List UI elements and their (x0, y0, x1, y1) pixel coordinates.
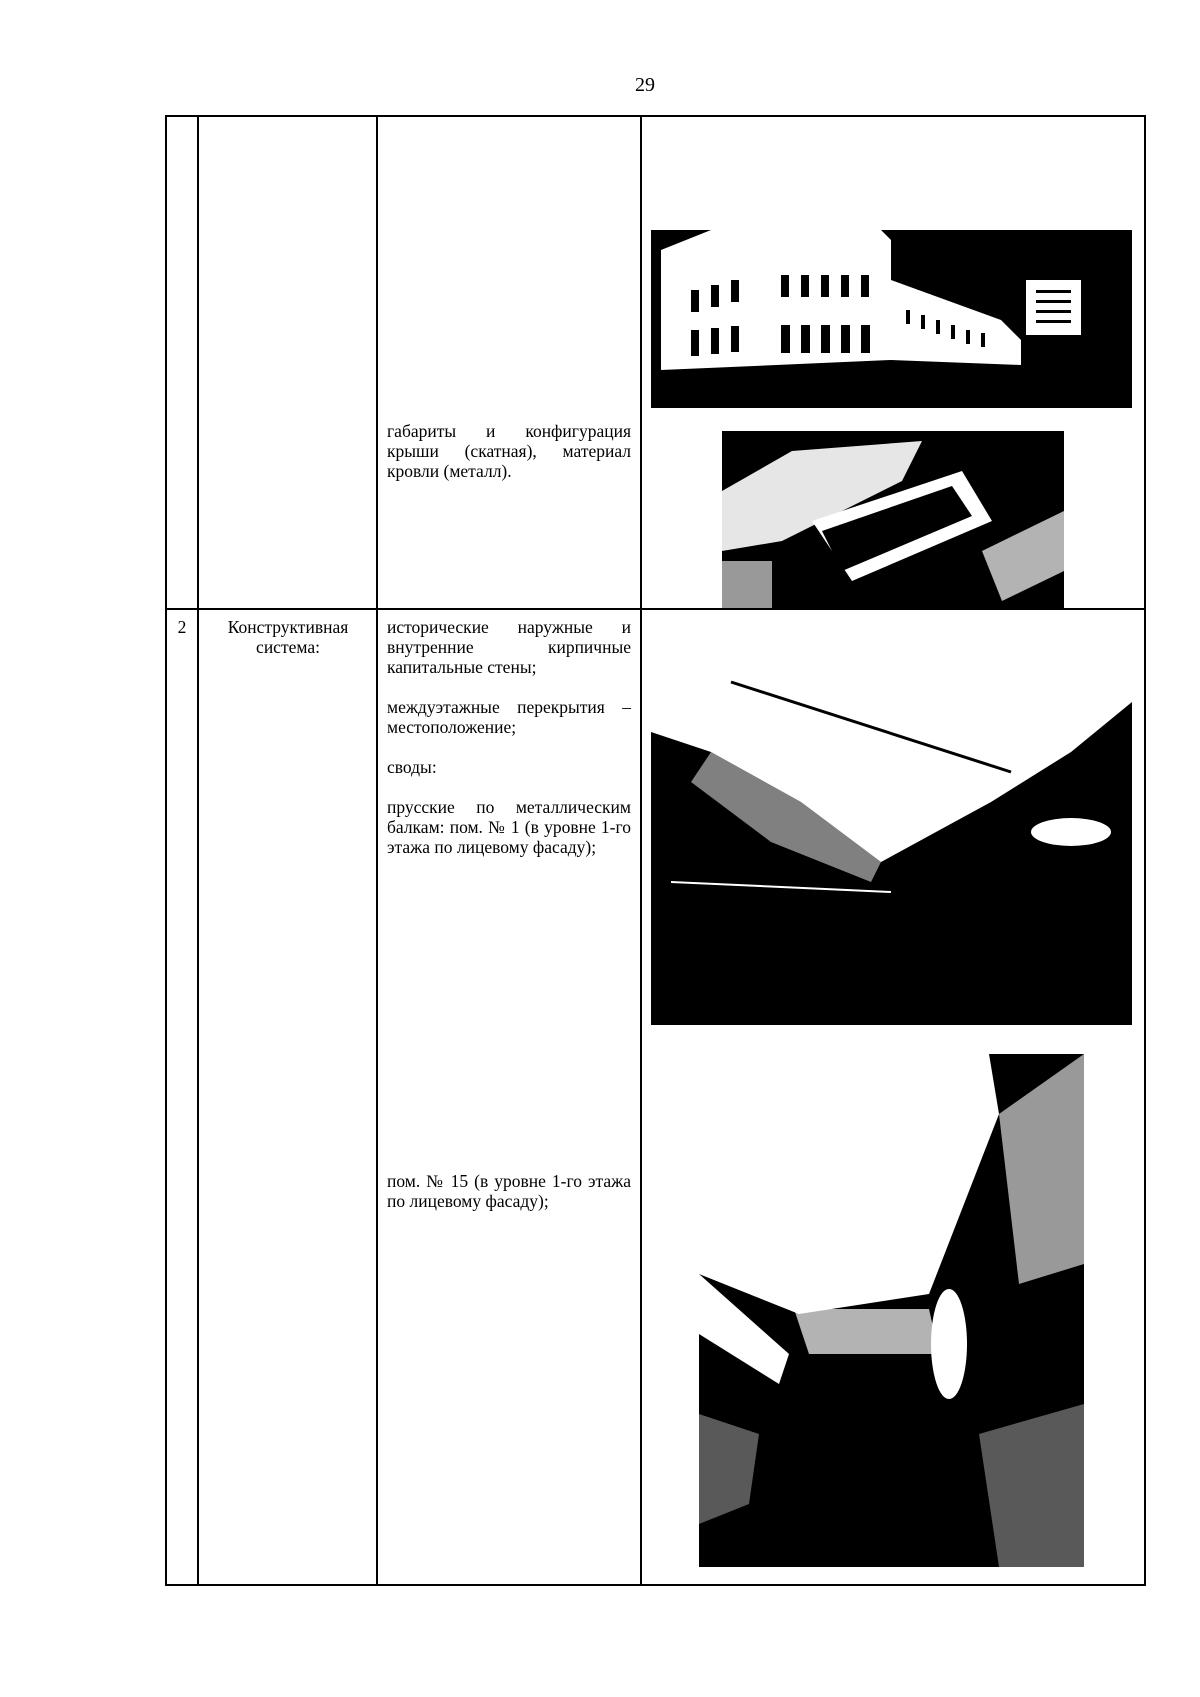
row1-description-text: габариты и конфигурация крыши (скатная), материал кровли (металл). (387, 421, 631, 481)
row2-description-room15: пом. № 15 (в уровне 1-го этажа по лицевому фасаду); (387, 1171, 631, 1211)
table-top-border (165, 115, 1146, 117)
row2-description-prussian: прусские по металлическим балкам: пом. № 1 (в уровне 1-го этажа по лицевому фасаду); (387, 797, 631, 857)
column-divider (197, 115, 199, 1586)
table-bottom-border (165, 1584, 1146, 1586)
row2-name: Конструктивная система: (227, 617, 349, 657)
photo-building-facade (651, 170, 1132, 408)
row2-description (387, 617, 631, 877)
photo-room-vault (699, 1054, 1084, 1567)
table-left-border (165, 115, 167, 1586)
row-divider (165, 608, 1146, 610)
row2-description-walls: исторические наружные и внутренние кирпичные капитальные стены; (387, 617, 631, 677)
row1-description (387, 421, 631, 501)
column-divider (640, 115, 642, 1586)
table-right-border (1144, 115, 1146, 1586)
photo-vault-ceiling (651, 662, 1132, 1025)
row2-description-floors: междуэтажные перекрытия – местоположение; (387, 697, 631, 737)
row2-number: 2 (177, 617, 187, 637)
row2-description-vaults: своды: (387, 757, 437, 777)
photo-aerial-roof (722, 431, 1064, 608)
page-number: 29 (635, 74, 655, 96)
column-divider (376, 115, 378, 1586)
document-table (165, 115, 1146, 1586)
